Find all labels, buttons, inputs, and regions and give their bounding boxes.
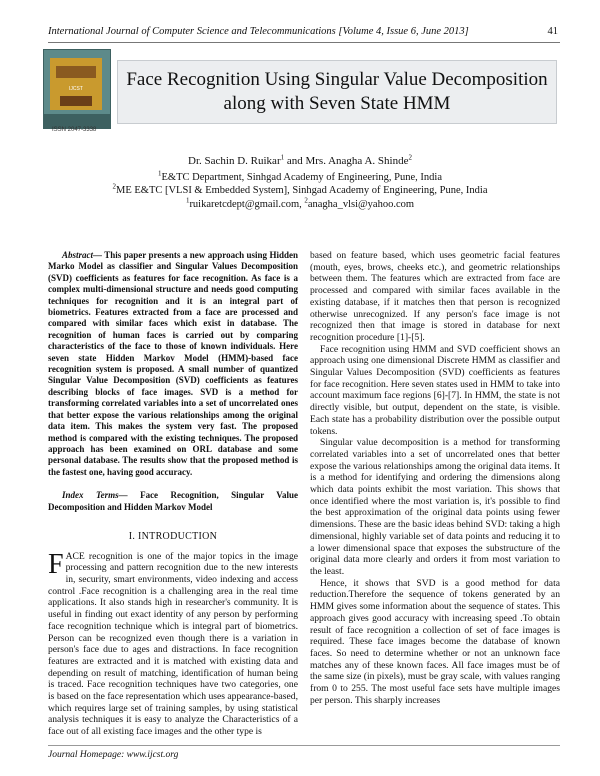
journal-header <box>48 26 558 37</box>
email-1[interactable]: ruikaretcdept@gmail.com, <box>189 199 305 210</box>
introduction-text: ACE recognition is one of the major topics in the image processing and pattern recognition due to the new interests in, security, smart environments, video indexing and access control .Face recognition is a challenging area in the real time applications. It also stands high in researcher's community. It is useful in finding out exact identity of any person by performing face recognition technique which is integral part of biometrics. Person can be recognized even though there is a variation in person's face due to ages and distractions. In face recognition features are extracted and it is matched with existing data and depending on result of matching, identification of human being is traced. Face recognition techniques have two categories, one is based on the face representation which uses appearance-based, which requires large set of training samples, by using statistical analysis techniques it is easy to analyze the Characteristics of a face out of all existing face images and the other type is <box>48 550 298 738</box>
affiliation-1: $^1$E&TC Department, Sinhgad Academy of Engineering, Pune, India <box>157 169 443 183</box>
left-column <box>48 250 298 738</box>
journal-homepage-footer[interactable]: Journal Homepage: www.ijcst.org <box>48 750 179 760</box>
header-divider <box>48 42 560 43</box>
paragraph-hmm-svd: Face recognition using HMM and SVD coefficient shows an approach using one dimensional Discrete HMM as classifier and Singular Values Decomposition (SVD) coefficients as features for face recognition. Here seven states used in HMM to take into account maximum face regions [6]-[7]. In HMM, the state is not directly visible, but output, dependent on the state, is visible. Each state has a probability distribution over the possible output tokens. <box>310 343 560 437</box>
issn-label: ISSN 2047-3338 <box>52 127 97 133</box>
cover-label: IJCST <box>69 86 83 92</box>
abstract-lead: Abstract— <box>62 250 103 260</box>
paragraph-svd: Singular value decomposition is a method for transforming correlated variables into a set of uncorrelated ones that better expose the various relationships among the original data items. It is a method for identifying and ordering the dimensions along which data points exhibit the most variation. This shows that once identified where the most variation is, it's possible to find the best approximation of the original data points using fewer dimensions. These are the basic ideas behind SVD: taking a high dimensional, highly variable set of data points and reducing it to a lower dimensional space that exposes the substructure of the original data more clearly and orders it from most variation to the least. <box>310 437 560 577</box>
journal-cover-logo <box>43 49 111 129</box>
paragraph-data-reduction: Hence, it shows that SVD is a good method for data reduction.Therefore the sequence of tokens generated by an HMM gives some information about the sequence of states. This approach gives good accuracy with increasing speed .To obtain result of face recognition a collection of set of face images is required. These face images become the database of known faces. So need to determine whether or not an unknown face matches any of these known faces. All face images must be of the same size (in pixels), must be gray scale, with values ranging from 0 to 255. The most useful face sets have multiple images per person. This sharply increases <box>310 577 560 706</box>
paper-title <box>117 60 557 124</box>
drop-cap: F <box>48 548 64 580</box>
section-heading-introduction: I. INTRODUCTION <box>128 530 218 542</box>
footer-divider <box>48 745 560 746</box>
index-terms-text: Face Recognition, Singular Value Decomposition and Hidden Markov Model <box>48 490 298 512</box>
email-2[interactable]: anagha_vlsi@yahoo.com <box>307 199 415 210</box>
journal-name: International Journal of Computer Science and Telecommunications [Volume 4, Issue 6, June 2013] <box>48 26 469 37</box>
abstract <box>48 250 298 478</box>
right-column <box>310 250 560 706</box>
index-terms <box>48 490 298 513</box>
title-line-2: along with Seven State HMM <box>223 93 451 114</box>
author-line: Dr. Sachin D. Ruikar$^1$ and Mrs. Anagha A. Shinde$^2$ <box>188 153 412 167</box>
author-2: and Mrs. Anagha A. Shinde <box>284 155 409 167</box>
paragraph-feature-based: based on feature based, which uses geometric facial features (mouth, eyes, brows, cheeks etc.), and geometric relationships between them. The features which are extracted from face are processed and compared with similar faces available in the existing database, if it matches then that person is recognized otherwise unrecognized. If any person's face image is not recognized then that image is stored in database for next recognition procedure [1]-[5]. <box>310 250 560 343</box>
introduction-paragraph <box>48 548 298 738</box>
cover-image <box>50 58 102 110</box>
author-emails: $^1$ruikaretcdept@gmail.com, $^2$anagha_vlsi@yahoo.com <box>185 196 415 210</box>
title-line-1: Face Recognition Using Singular Value Decomposition <box>126 69 548 90</box>
author-1: Dr. Sachin D. Ruikar <box>188 155 281 167</box>
page-number: 41 <box>547 26 558 37</box>
affiliation-2: $^2$ME E&TC [VLSI & Embedded System], Sinhgad Academy of Engineering, Pune, India <box>112 182 488 196</box>
index-terms-lead: Index Terms— <box>62 490 128 501</box>
abstract-text: This paper presents a new approach using Hidden Marko Model as classifier and Singular Values Decomposition (SVD) coefficients as features for face recognition. As face is a complex multi-dimensional structure and needs good computing techniques for recognition and it is an integral part of biometrics. Features extracted from a face are processed and compared with similar faces which exist in database. The recognition of human faces is carried out by comparing characteristics of the face to those of known individuals. Here seven state Hidden Markov Model (HMM)-based face recognition system is proposed. A small number of quantized Singular Value Decomposition (SVD) coefficients as features describing blocks of face images. SVD is a method for transforming correlated variables into a set of uncorrelated ones that better expose the various relationships among the original data item. This makes the system very fast. The proposed method is compared with the existing techniques. The proposed approach has been examined on ORL database and some personal database. The results show that the proposed method is the fastest one, having good accuracy. <box>48 250 298 477</box>
